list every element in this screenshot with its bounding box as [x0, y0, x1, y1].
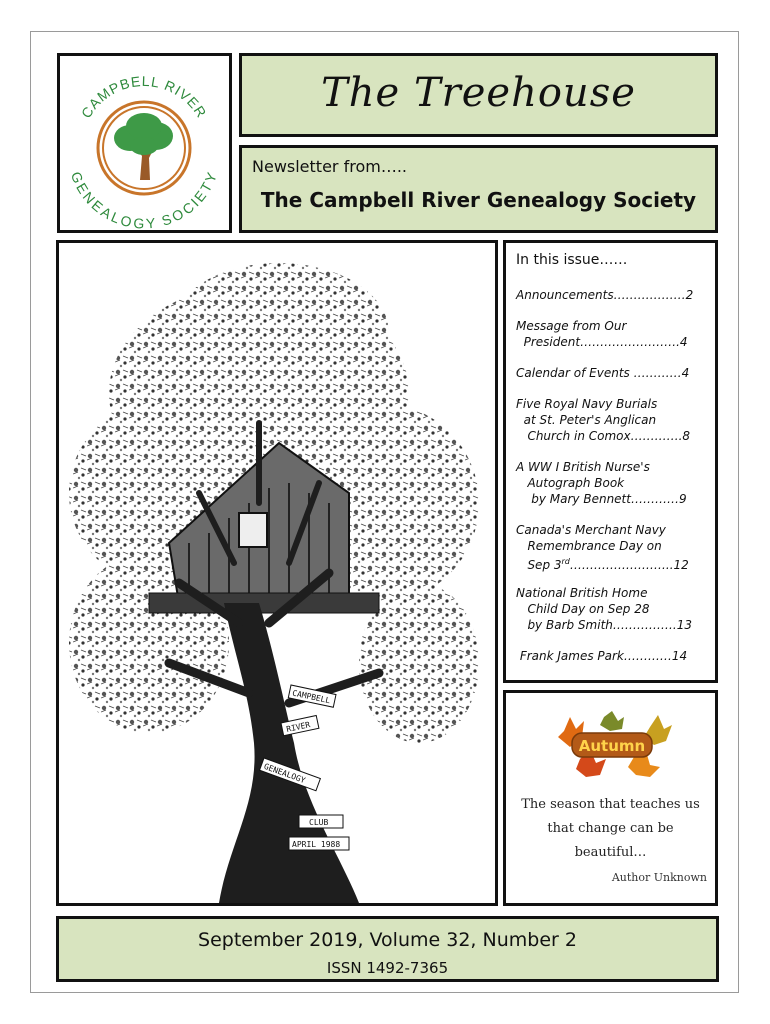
toc-line: Sep 3rd……………………..12	[516, 557, 689, 572]
logo-tree-icon	[114, 113, 173, 180]
toc-line: Church in Comox………….8	[516, 429, 691, 443]
toc-line: Child Day on Sep 28	[516, 602, 650, 616]
sign-text: CLUB	[309, 818, 329, 827]
toc-heading: In this issue……	[516, 252, 628, 268]
society-name: The Campbell River Genealogy Society	[260, 188, 697, 212]
toc-line: Calendar of Events …………4	[516, 366, 690, 380]
toc-line: by Barb Smith…………….13	[516, 618, 692, 632]
quote-author: Author Unknown	[611, 871, 707, 884]
logo-bottom-text: GENEALOGY SOCIETY	[67, 169, 221, 230]
toc-line: National British Home	[516, 586, 648, 600]
toc-line: Canada's Merchant Navy	[516, 523, 666, 537]
quote-line: that change can be	[547, 821, 674, 836]
autumn-leaves-icon	[550, 711, 674, 781]
logo-emblem	[60, 56, 229, 230]
issue-date-volume: September 2019, Volume 32, Number 2	[198, 929, 577, 951]
autumn-quote	[514, 793, 707, 865]
toc-line: Autograph Book	[516, 476, 625, 490]
subtitle-banner	[239, 145, 718, 233]
toc-line: by Mary Bennett…………9	[516, 492, 687, 506]
sign-text: APRIL 1988	[292, 840, 341, 849]
toc-line: at St. Peter's Anglican	[516, 413, 657, 427]
toc-line: Remembrance Day on	[516, 539, 662, 553]
toc-line: Message from Our	[516, 319, 627, 333]
toc-item[interactable]	[516, 459, 708, 507]
toc-item[interactable]	[516, 318, 708, 350]
toc-line: Frank James Park…………14	[516, 649, 688, 663]
issue-footer	[56, 916, 719, 982]
table-of-contents	[503, 240, 718, 683]
treehouse-illustration	[56, 240, 498, 906]
newsletter-from: Newsletter from…..	[252, 157, 407, 176]
title-banner	[239, 53, 718, 137]
toc-line: A WW I British Nurse's	[516, 460, 650, 474]
toc-item[interactable]	[516, 287, 708, 303]
toc-item[interactable]	[516, 522, 708, 573]
society-logo	[57, 53, 232, 233]
logo-top-text: CAMPBELL RIVER	[77, 72, 211, 121]
sign-text: GENEALOGY	[262, 761, 307, 786]
toc-line: Announcements………………2	[516, 288, 694, 302]
autumn-quote-panel	[503, 690, 718, 906]
newsletter-title: The Treehouse	[321, 70, 636, 116]
quote-line: The season that teaches us	[521, 797, 700, 812]
toc-item[interactable]	[516, 585, 708, 633]
toc-line: President…………………….4	[516, 335, 688, 349]
treehouse-drawing	[59, 243, 495, 903]
toc-line: Five Royal Navy Burials	[516, 397, 658, 411]
toc-item[interactable]	[516, 365, 708, 381]
toc-item[interactable]	[516, 396, 708, 444]
issn-number: ISSN 1492-7365	[326, 959, 449, 977]
toc-item[interactable]	[516, 648, 708, 664]
sign-text: RIVER	[285, 720, 311, 734]
autumn-badge-text: Autumn	[578, 737, 646, 755]
sign-text: CAMPBELL	[291, 688, 331, 706]
quote-line: beautiful…	[574, 845, 647, 860]
